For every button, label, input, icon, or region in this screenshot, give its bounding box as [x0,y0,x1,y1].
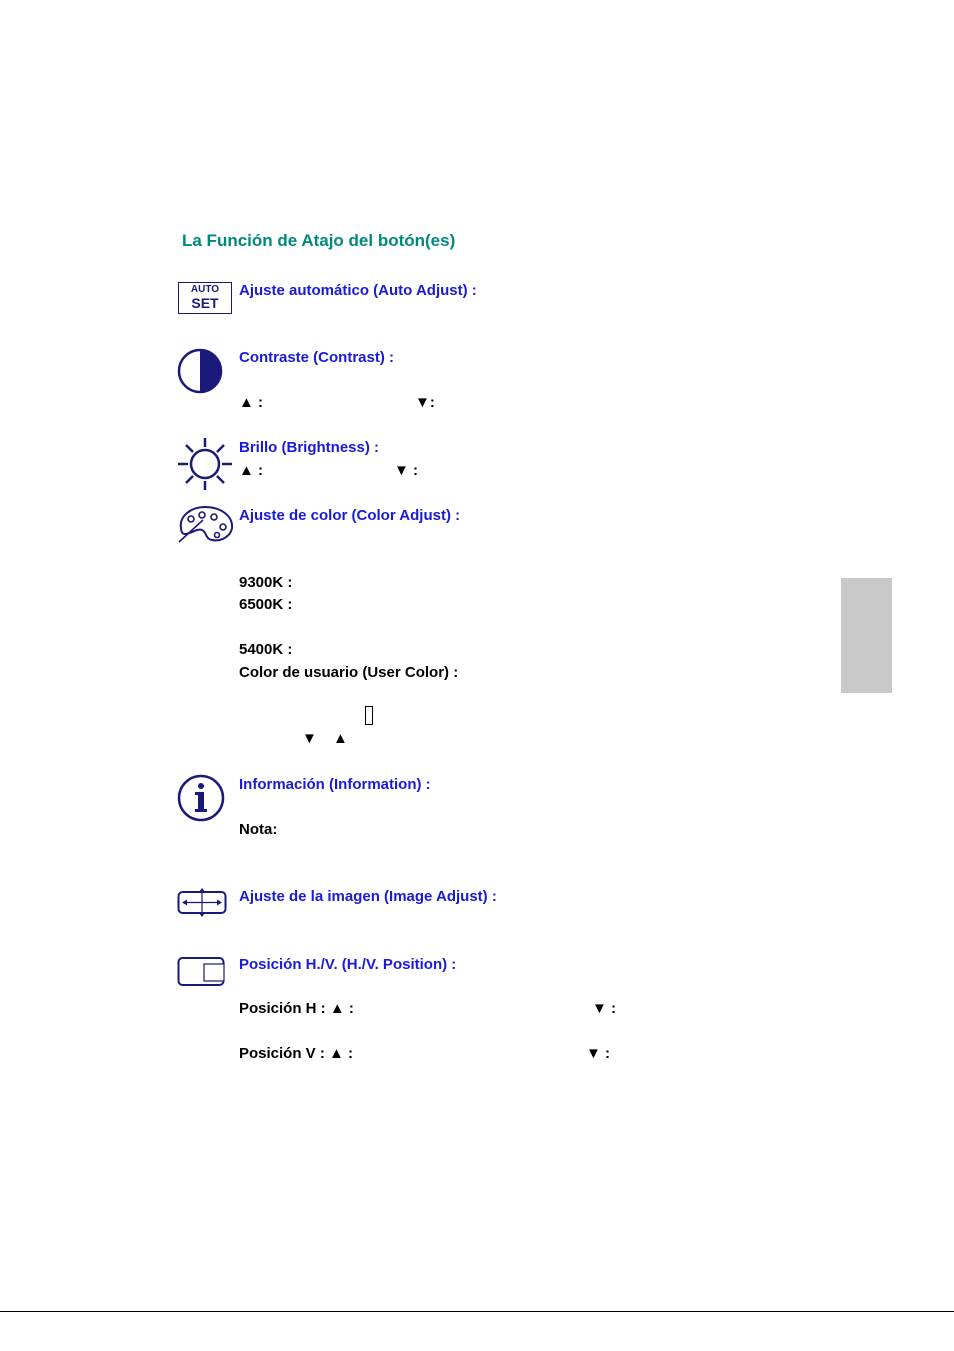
auto-set-icon-line1: AUTO [190,284,220,295]
h-position-up: Posición H : ▲ : [239,1000,354,1017]
v-position-down: ▼ : [586,1045,611,1062]
position-icon [177,955,227,988]
color-9300k: 9300K : [239,574,293,591]
auto-set-icon-line2: SET [191,295,219,311]
user-color-label: Color de usuario (User Color) : [239,664,459,681]
auto-set-icon [178,282,232,314]
footer-divider [0,1311,954,1312]
v-position-up: Posición V : ▲ : [239,1045,354,1062]
contrast-up-key: ▲ : [239,394,264,411]
language-side-tab [841,578,892,693]
contrast-icon [177,348,225,394]
color-5400k: 5400K : [239,641,293,658]
brightness-down-key: ▼ : [394,462,419,479]
user-color-down-key: ▼ [302,730,317,747]
brightness-label: Brillo (Brightness) : [239,439,380,456]
page-title: La Función de Atajo del botón(es) [182,231,456,250]
image-adjust-icon [177,887,227,918]
auto-adjust-label: Ajuste automático (Auto Adjust) : [239,282,477,299]
information-label: Información (Information) : [239,776,431,793]
h-position-down: ▼ : [592,1000,617,1017]
placeholder-box [365,706,373,725]
brightness-up-key: ▲ : [239,462,264,479]
color-adjust-label: Ajuste de color (Color Adjust) : [239,507,461,524]
color-6500k: 6500K : [239,596,293,613]
information-icon [177,774,225,822]
palette-icon [177,504,235,544]
contrast-down-key: ▼: [415,394,435,411]
contrast-label: Contraste (Contrast) : [239,349,395,366]
image-adjust-label: Ajuste de la imagen (Image Adjust) : [239,888,497,905]
information-note: Nota: [239,821,278,838]
user-color-up-key: ▲ [333,730,348,747]
sun-icon [176,436,234,492]
hv-position-label: Posición H./V. (H./V. Position) : [239,956,457,973]
